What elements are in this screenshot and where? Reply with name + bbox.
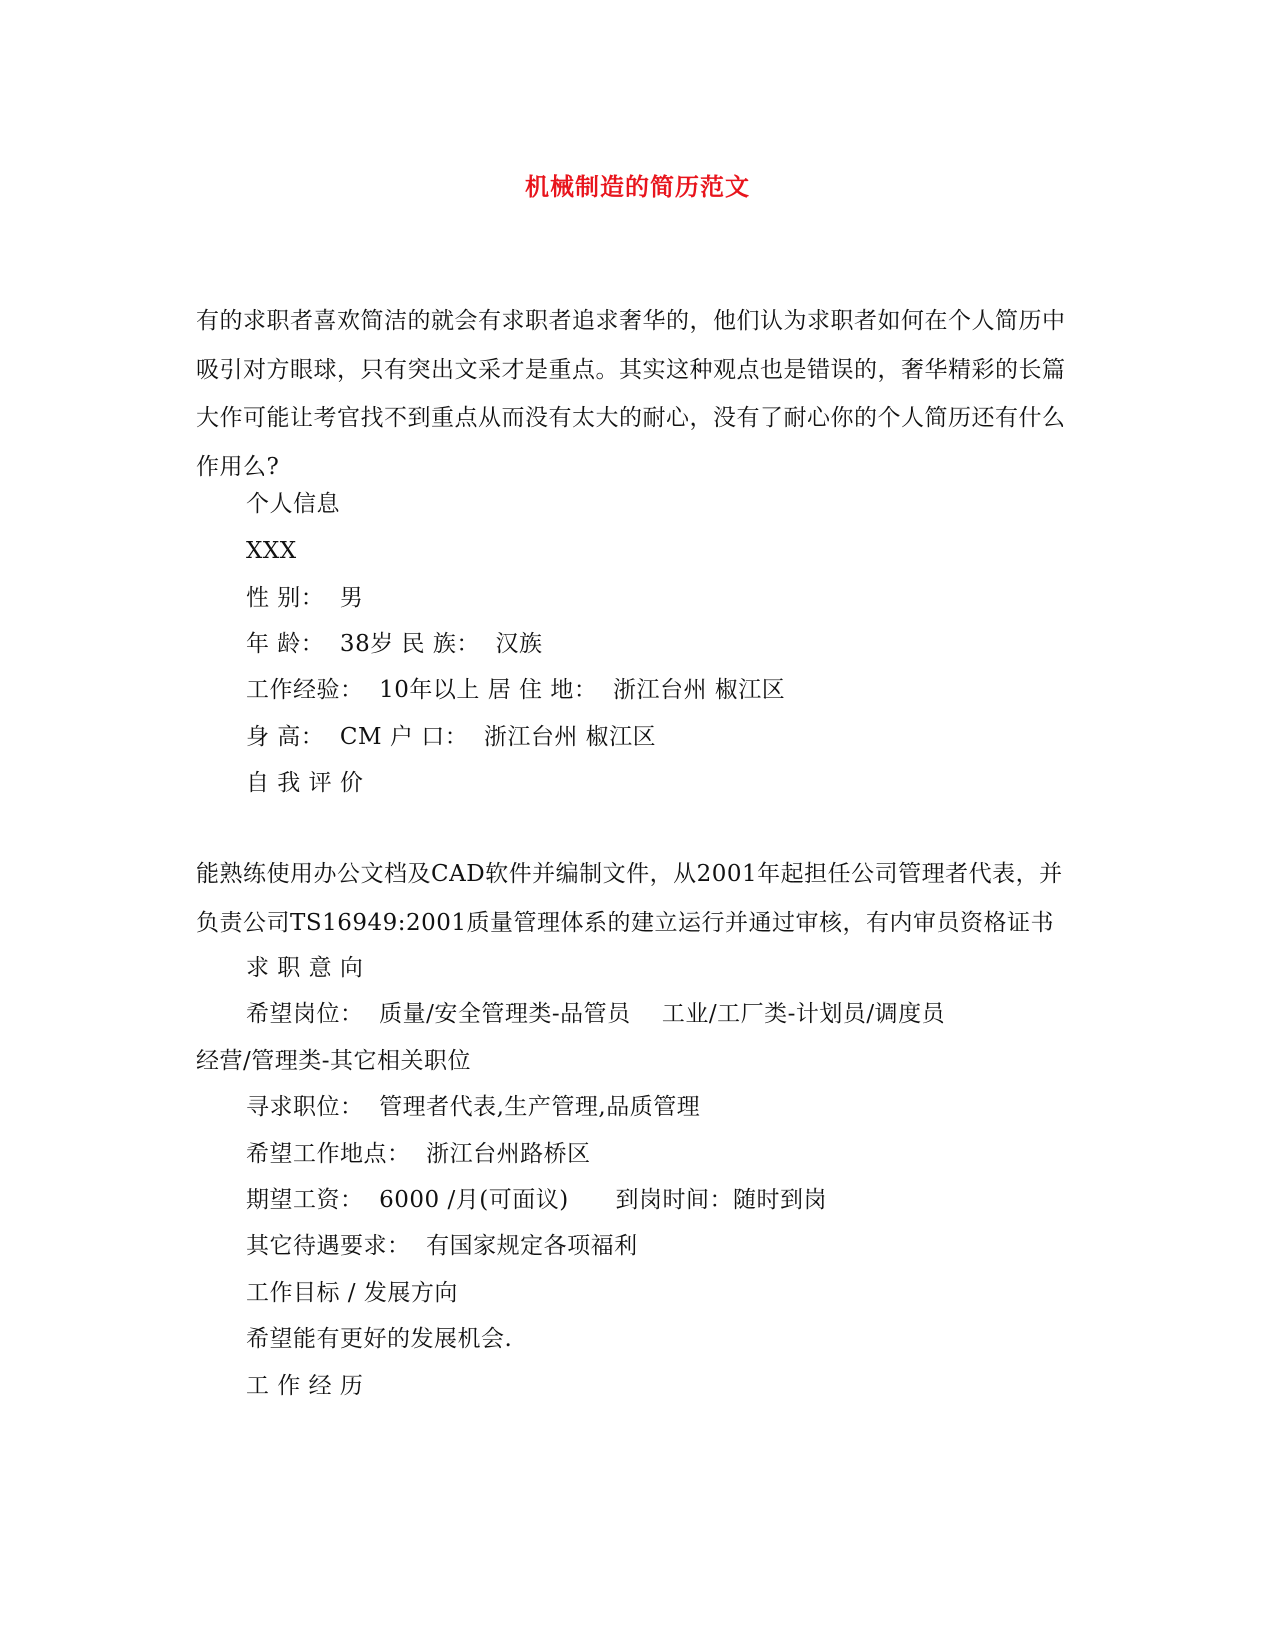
applicant-name: XXX [246, 538, 297, 564]
job-intent-heading: 求 职 意 向 [246, 955, 364, 981]
career-goal-text: 希望能有更好的发展机会. [246, 1326, 513, 1352]
age-ethnicity-line: 年 龄： 38岁 民 族： 汉族 [246, 631, 543, 657]
height-hukou-line: 身 高： CM 户 口： 浙江台州 椒江区 [246, 724, 657, 750]
salary-availability-line: 期望工资： 6000 /月(可面议) 到岗时间：随时到岗 [246, 1187, 828, 1213]
sought-position-line: 寻求职位： 管理者代表,生产管理,品质管理 [246, 1094, 701, 1120]
desired-location-line: 希望工作地点： 浙江台州路桥区 [246, 1141, 591, 1167]
desired-position-continuation: 经营/管理类-其它相关职位 [196, 1048, 472, 1074]
career-goal-heading: 工作目标 / 发展方向 [246, 1280, 458, 1306]
gender-line: 性 别： 男 [246, 585, 364, 611]
document-title: 机械制造的简历范文 [525, 172, 750, 201]
experience-residence-line: 工作经验： 10年以上 居 住 地： 浙江台州 椒江区 [246, 677, 786, 703]
intro-paragraph: 有的求职者喜欢简洁的就会有求职者追求奢华的，他们认为求职者如何在个人简历中吸引对方眼球，只有突出文采才是重点。其实这种观点也是错误的，奢华精彩的长篇大作可能让考官找不到重点从而没有太大的耐心，没有了耐心你的个人简历还有什么作用么? [196, 308, 1066, 480]
personal-info-heading: 个人信息 [246, 491, 340, 517]
work-history-heading: 工 作 经 历 [246, 1373, 364, 1399]
benefits-line: 其它待遇要求： 有国家规定各项福利 [246, 1233, 638, 1259]
desired-position-line: 希望岗位： 质量/安全管理类-品管员 工业/工厂类-计划员/调度员 [246, 1001, 946, 1027]
self-evaluation-text: 能熟练使用办公文档及CAD软件并编制文件，从2001年起担任公司管理者代表，并负责公司TS16949:2001质量管理体系的建立运行并通过审核，有内审员资格证书 [196, 861, 1063, 936]
self-evaluation-heading: 自 我 评 价 [246, 770, 364, 796]
